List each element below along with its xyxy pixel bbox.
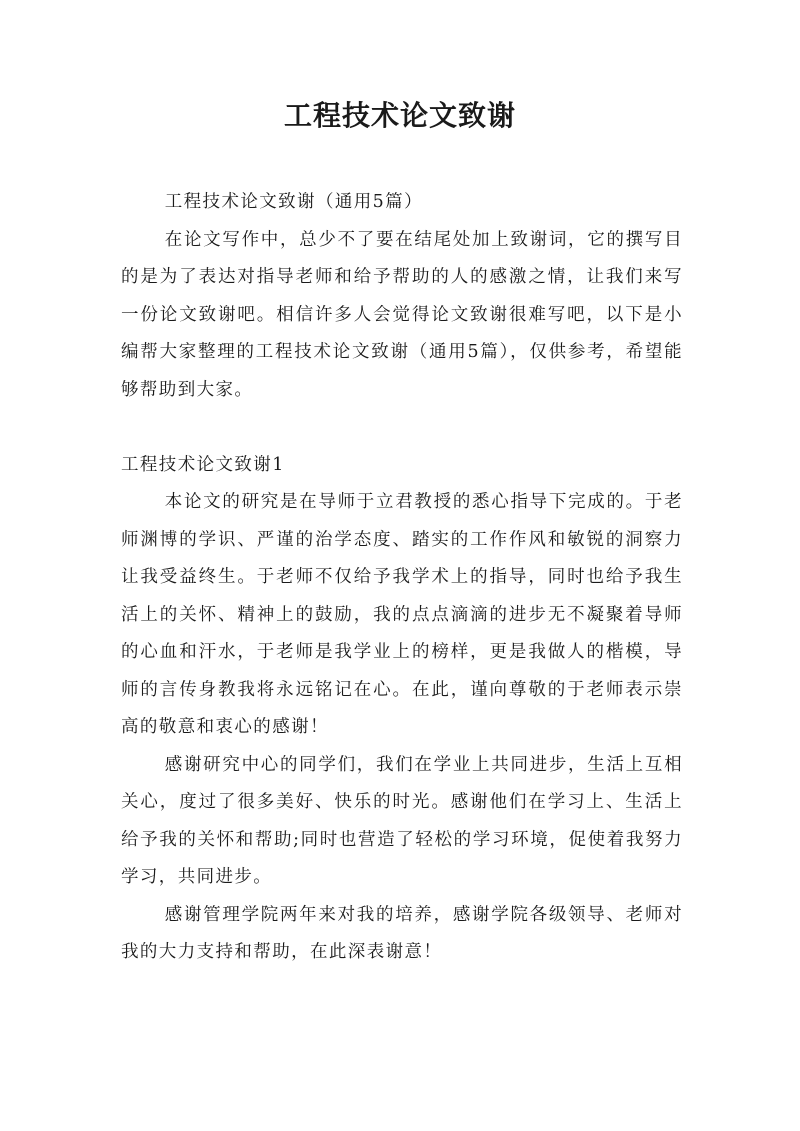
section-paragraph: 感谢研究中心的同学们，我们在学业上共同进步，生活上互相关心，度过了很多美好、快乐的时光。感谢他们在学习上、生活上给予我的关怀和帮助;同时也营造了轻松的学习环境，促使着我努力学习，共同进步。 [121, 754, 683, 887]
intro-heading: 工程技术论文致谢（通用5篇） [164, 192, 423, 212]
intro-paragraph: 在论文写作中，总少不了要在结尾处加上致谢词，它的撰写目的是为了表达对指导老师和给予帮助的人的感激之情，让我们来写一份论文致谢吧。相信许多人会觉得论文致谢很难写吧，以下是小编帮大家整理的工程技术论文致谢（通用5篇），仅供参考，希望能够帮助到大家。 [121, 229, 683, 400]
section-paragraph: 本论文的研究是在导师于立君教授的悉心指导下完成的。于老师渊博的学识、严谨的治学态度、踏实的工作作风和敏锐的洞察力让我受益终生。于老师不仅给予我学术上的指导，同时也给予我生活上的关怀、精神上的鼓励，我的点点滴滴的进步无不凝聚着导师的心血和汗水，于老师是我学业上的榜样，更是我做人的楷模，导师的言传身教我将永远铭记在心。在此，谨向尊敬的于老师表示崇高的敬意和衷心的感谢！ [121, 492, 683, 737]
section-paragraph: 感谢管理学院两年来对我的培养，感谢学院各级领导、老师对我的大力支持和帮助，在此深表谢意！ [121, 904, 683, 962]
document-body [121, 184, 683, 972]
paragraph-gap [121, 409, 683, 447]
document-title: 工程技术论文致谢 [283, 99, 516, 132]
section-heading: 工程技术论文致谢1 [121, 454, 285, 475]
